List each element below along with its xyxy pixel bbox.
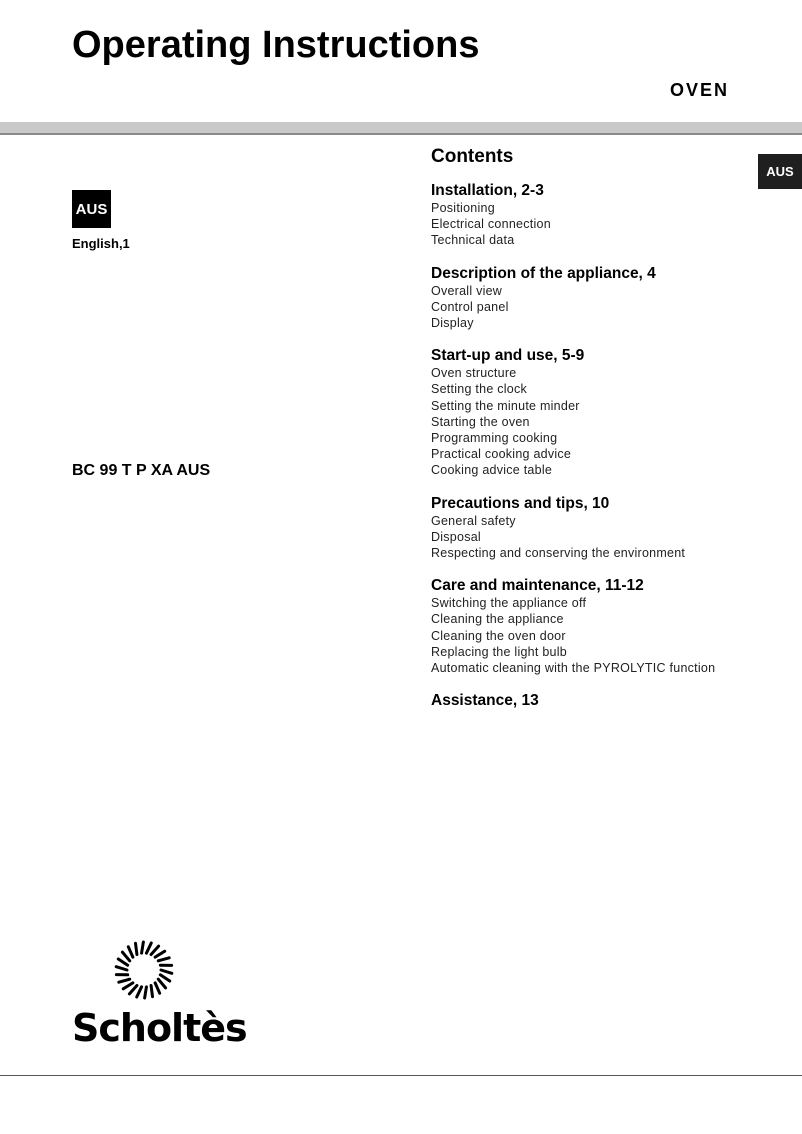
sunburst-ray (128, 947, 133, 957)
sunburst-ray (142, 942, 144, 953)
footer-divider (0, 1075, 802, 1076)
sunburst-ray (145, 987, 147, 998)
toc-item[interactable]: Overall view (431, 283, 503, 298)
toc-item[interactable]: Technical data (431, 233, 515, 248)
sunburst-ray (118, 959, 127, 965)
toc-item[interactable]: Starting the oven (431, 414, 530, 429)
toc-item[interactable]: Positioning (431, 201, 495, 215)
toc-item[interactable]: Replacing the light bulb (431, 644, 567, 659)
toc-section (431, 692, 761, 710)
toc-item[interactable]: General safety (431, 513, 516, 528)
sunburst-ray (136, 943, 137, 954)
toc-item[interactable]: Setting the minute minder (431, 398, 580, 413)
toc-item[interactable]: Control panel (431, 299, 509, 314)
toc-section (431, 347, 761, 478)
sunburst-ray (116, 967, 127, 970)
sunburst-ray (146, 943, 151, 953)
toc-item[interactable]: Switching the appliance off (431, 596, 587, 611)
toc-item[interactable]: Disposal (431, 529, 481, 544)
language-side-tab: AUS (758, 154, 802, 189)
sunburst-ray (122, 952, 129, 961)
toc-section-heading[interactable]: Description of the appliance, 4 (431, 264, 656, 282)
toc-section-heading[interactable]: Care and maintenance, 11-12 (431, 577, 644, 595)
toc-item[interactable]: Setting the clock (431, 382, 527, 397)
sunburst-icon (72, 900, 232, 1010)
header-divider (0, 122, 802, 135)
sunburst-ray (129, 985, 137, 993)
contents-title: Contents (431, 146, 514, 167)
document-title: Operating Instructions (72, 24, 480, 66)
toc-item[interactable]: Display (431, 316, 474, 331)
sunburst-ray (160, 975, 169, 981)
sunburst-ray (158, 979, 165, 988)
sunburst-ray (151, 985, 152, 996)
language-badge: AUS (72, 190, 111, 228)
toc-item[interactable]: Oven structure (431, 366, 517, 381)
toc-item[interactable]: Practical cooking advice (431, 447, 572, 462)
sunburst-ray (158, 958, 169, 961)
product-type-label: OVEN (669, 80, 729, 100)
sunburst-ray (155, 951, 165, 957)
toc-item[interactable]: Electrical connection (431, 217, 551, 232)
brand-logo (72, 900, 247, 1050)
toc-section (431, 577, 761, 676)
sunburst-ray (155, 983, 160, 993)
sunburst-ray (119, 979, 130, 982)
toc-section (431, 182, 761, 249)
sunburst-ray (123, 983, 133, 989)
sunburst-ray (161, 970, 172, 973)
language-page-link[interactable]: English,1 (72, 236, 130, 251)
toc-section-heading[interactable]: Installation, 2-3 (431, 182, 544, 199)
toc-item[interactable]: Cleaning the appliance (431, 612, 564, 627)
table-of-contents (431, 146, 761, 726)
toc-section-heading[interactable]: Precautions and tips, 10 (431, 494, 610, 512)
brand-wordmark: Scholtès (72, 1006, 247, 1050)
toc-item[interactable]: Cleaning the oven door (431, 628, 566, 643)
model-number: BC 99 T P XA AUS (72, 462, 211, 479)
toc-item[interactable]: Programming cooking (431, 431, 558, 446)
toc-section-heading[interactable]: Start-up and use, 5-9 (431, 347, 585, 365)
sunburst-ray (137, 987, 142, 997)
toc-section-heading[interactable]: Assistance, 13 (431, 692, 539, 710)
toc-item[interactable]: Cooking advice table (431, 463, 553, 478)
toc-section (431, 495, 761, 562)
toc-section (431, 265, 761, 332)
toc-item[interactable]: Automatic cleaning with the PYROLYTIC function (431, 661, 716, 676)
sunburst-ray (151, 946, 159, 954)
toc-item[interactable]: Respecting and conserving the environment (431, 546, 686, 561)
